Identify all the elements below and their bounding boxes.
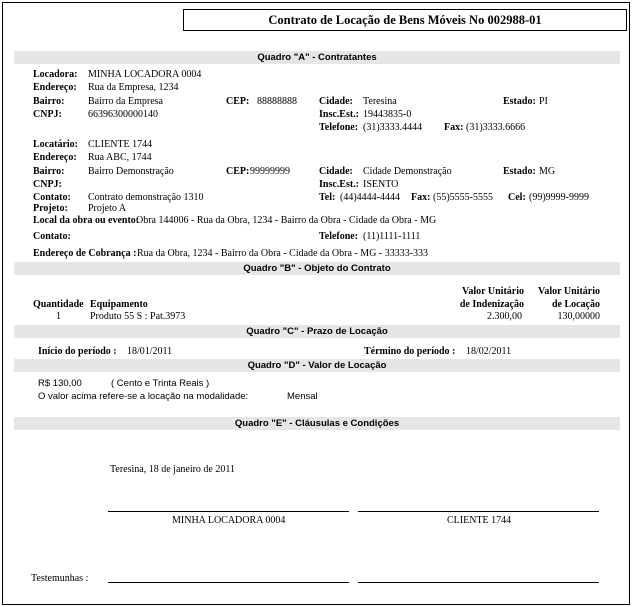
locatario-fax: (55)5555-5555 [433, 192, 493, 203]
locadora-fax-label: Fax: [444, 122, 464, 133]
locatario-fax-label: Fax: [411, 192, 431, 203]
locadora-fax: (31)3333.6666 [466, 122, 526, 133]
locatario-contato: Contrato demonstração 1310 [88, 192, 204, 203]
locatario-projeto-label: Projeto: [33, 203, 68, 214]
quadro-a-header: Quadro "A" - Contratantes [14, 51, 620, 64]
col-vu-locacao-1: Valor Unitário [538, 286, 600, 297]
col-vu-indenizacao-2: de Indenização [459, 299, 524, 310]
locadora-bairro: Bairro da Empresa [88, 96, 163, 107]
quadro-b-header: Quadro "B" - Objeto do Contrato [14, 262, 620, 275]
inicio-value: 18/01/2011 [127, 346, 173, 357]
locatario-insc-label: Insc.Est.: [319, 179, 360, 190]
col-quantidade: Quantidade [33, 299, 84, 310]
col-equipamento: Equipamento [90, 299, 148, 310]
modalidade-text: O valor acima refere-se a locação na modalidade: [38, 391, 249, 402]
locadora-estado-label: Estado: [503, 96, 536, 107]
quadro-c-header: Quadro "C" - Prazo de Locação [14, 325, 620, 338]
locadora-name: MINHA LOCADORA 0004 [88, 69, 202, 80]
row-equipamento: Produto 55 S : Pat.3973 [90, 311, 186, 322]
telefone-obra: (11)1111-1111 [363, 231, 421, 242]
locadora-estado: PI [539, 96, 548, 107]
quadro-e-header: Quadro "E" - Cláusulas e Condições [14, 417, 620, 430]
locatario-tel-label: Tel: [319, 192, 336, 203]
telefone-obra-label: Telefone: [319, 231, 359, 242]
modalidade-value: Mensal [287, 391, 318, 402]
locatario-estado: MG [539, 166, 556, 177]
termino-label: Término do período : [364, 346, 456, 357]
locadora-endereco-label: Endereço: [33, 82, 77, 93]
locatario-projeto: Projeto A [88, 203, 127, 214]
locatario-bairro: Bairro Demonstração [88, 166, 174, 177]
locatario-name: CLIENTE 1744 [88, 139, 153, 150]
col-vu-locacao-2: de Locação [551, 299, 600, 310]
locadora-cnpj-label: CNPJ: [33, 109, 62, 120]
locadora-telefone-label: Telefone: [319, 122, 359, 133]
locadora-cidade-label: Cidade: [319, 96, 353, 107]
locatario-cidade-label: Cidade: [319, 166, 353, 177]
cobranca-label: Endereço de Cobrança : [33, 248, 137, 259]
locadora-cnpj: 66396300000140 [88, 109, 158, 120]
witness-line-2 [358, 582, 599, 583]
quadro-d-header: Quadro "D" - Valor de Locação [14, 359, 620, 372]
locadora-bairro-label: Bairro: [33, 96, 65, 107]
signature-line-locatario [358, 511, 599, 512]
locatario-bairro-label: Bairro: [33, 166, 65, 177]
locatario-contato-label: Contato: [33, 192, 71, 203]
locatario-label: Locatário: [33, 139, 78, 150]
witness-line-1 [108, 582, 349, 583]
inicio-label: Início do período : [38, 346, 117, 357]
locadora-telefone: (31)3333.4444 [363, 122, 423, 133]
testemunhas-label: Testemunhas : [31, 573, 89, 584]
local-obra: Obra 144006 - Rua da Obra, 1234 - Bairro da Obra - Cidade da Obra - MG [136, 215, 437, 226]
col-vu-indenizacao-1: Valor Unitário [462, 286, 524, 297]
locadora-label: Locadora: [33, 69, 78, 80]
row-quantidade: 1 [56, 311, 61, 322]
row-indenizacao: 2.300,00 [487, 311, 522, 322]
document-title: Contrato de Locação de Bens Móveis No 002988-01 [183, 9, 627, 31]
locatario-estado-label: Estado: [503, 166, 536, 177]
locadora-cep: 88888888 [257, 96, 297, 107]
valor-extenso: ( Cento e Trinta Reais ) [111, 378, 210, 389]
locatario-tel: (44)4444-4444 [340, 192, 400, 203]
locadora-insc-label: Insc.Est.: [319, 109, 360, 120]
signature-locatario: CLIENTE 1744 [447, 515, 512, 526]
locatario-cnpj-label: CNPJ: [33, 179, 62, 190]
locatario-insc: ISENTO [363, 179, 399, 190]
locatario-cep-label: CEP: [226, 166, 250, 177]
locatario-cel-label: Cel: [508, 192, 526, 203]
locadora-insc: 19443835-0 [363, 109, 412, 120]
contato-obra-label: Contato: [33, 231, 71, 242]
valor-locacao: R$ 130,00 [38, 378, 82, 389]
locadora-cidade: Teresina [363, 96, 397, 107]
locadora-cep-label: CEP: [226, 96, 250, 107]
local-data: Teresina, 18 de janeiro de 2011 [110, 464, 235, 475]
local-obra-label: Local da obra ou evento: [33, 215, 140, 226]
table-row [0, 311, 632, 323]
termino-value: 18/02/2011 [466, 346, 512, 357]
locatario-cel: (99)9999-9999 [529, 192, 589, 203]
locadora-endereco: Rua da Empresa, 1234 [88, 82, 179, 93]
locatario-cidade: Cidade Demonstração [363, 166, 452, 177]
locatario-cep: 99999999 [250, 166, 290, 177]
locatario-endereco-label: Endereço: [33, 152, 77, 163]
cobranca-endereco: Rua da Obra, 1234 - Bairro da Obra - Cidade da Obra - MG - 33333-333 [137, 248, 429, 259]
signature-line-locadora [108, 511, 349, 512]
signature-locadora: MINHA LOCADORA 0004 [172, 515, 286, 526]
locatario-endereco: Rua ABC, 1744 [88, 152, 152, 163]
row-locacao: 130,00000 [557, 311, 600, 322]
